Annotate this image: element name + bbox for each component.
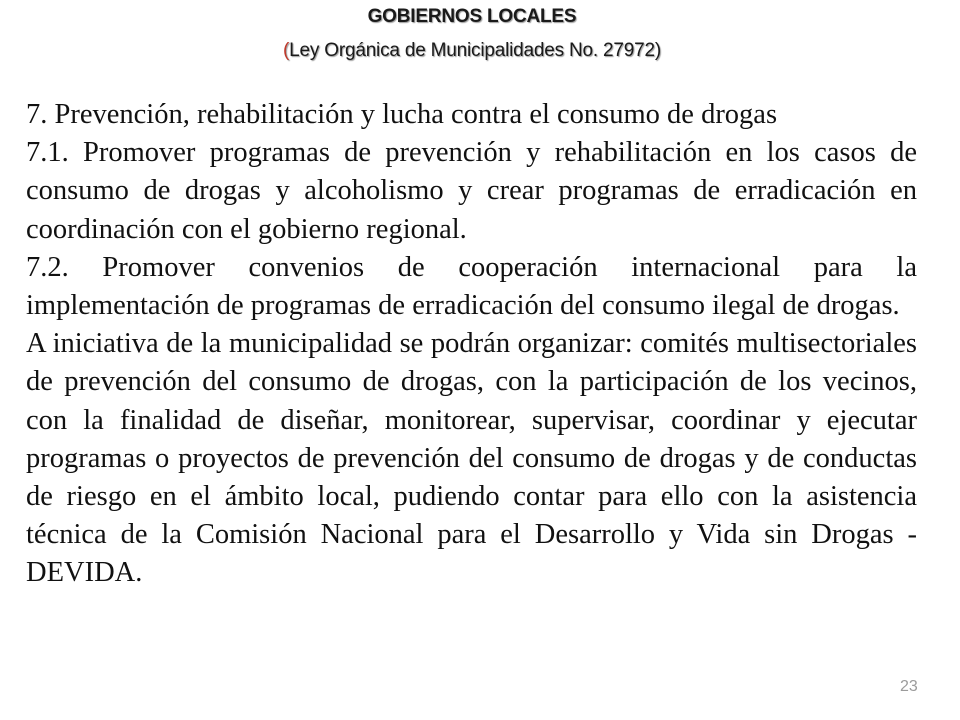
page-number: 23 — [900, 678, 918, 695]
section-heading: 7. Prevención, rehabilitación y lucha contra el consumo de drogas — [26, 99, 778, 130]
municipal-initiative-paragraph: A iniciativa de la municipalidad se podrán organizar: comités multisectoriales de prevención del consumo de drogas, con la participación de los vecinos, con la finalidad de diseñar, monitorear, supervisar, coordinar y ejecutar programas o proyectos de prevención del consumo de drogas y de conductas de riesgo en el ámbito local, pudiendo contar para ello con la asistencia técnica de la Comisión Nacional para el Desarrollo y Vida sin Drogas - DEVIDA. — [26, 328, 917, 589]
body-text — [26, 96, 917, 593]
item-7-2: 7.2. Promover convenios de cooperación internacional para la implementación de programas de erradicación del consumo ilegal de drogas. — [26, 251, 917, 322]
subtitle-close-paren: ) — [654, 40, 661, 61]
slide-subtitle — [0, 40, 944, 62]
subtitle-open-paren: ( — [283, 40, 290, 61]
subtitle-text: Ley Orgánica de Municipalidades No. 27972 — [289, 40, 655, 61]
slide-title: GOBIERNOS LOCALES — [367, 6, 577, 27]
item-7-1: 7.1. Promover programas de prevención y rehabilitación en los casos de consumo de drogas y alcoholismo y crear programas de erradicación en coordinación con el gobierno regional. — [26, 137, 917, 245]
